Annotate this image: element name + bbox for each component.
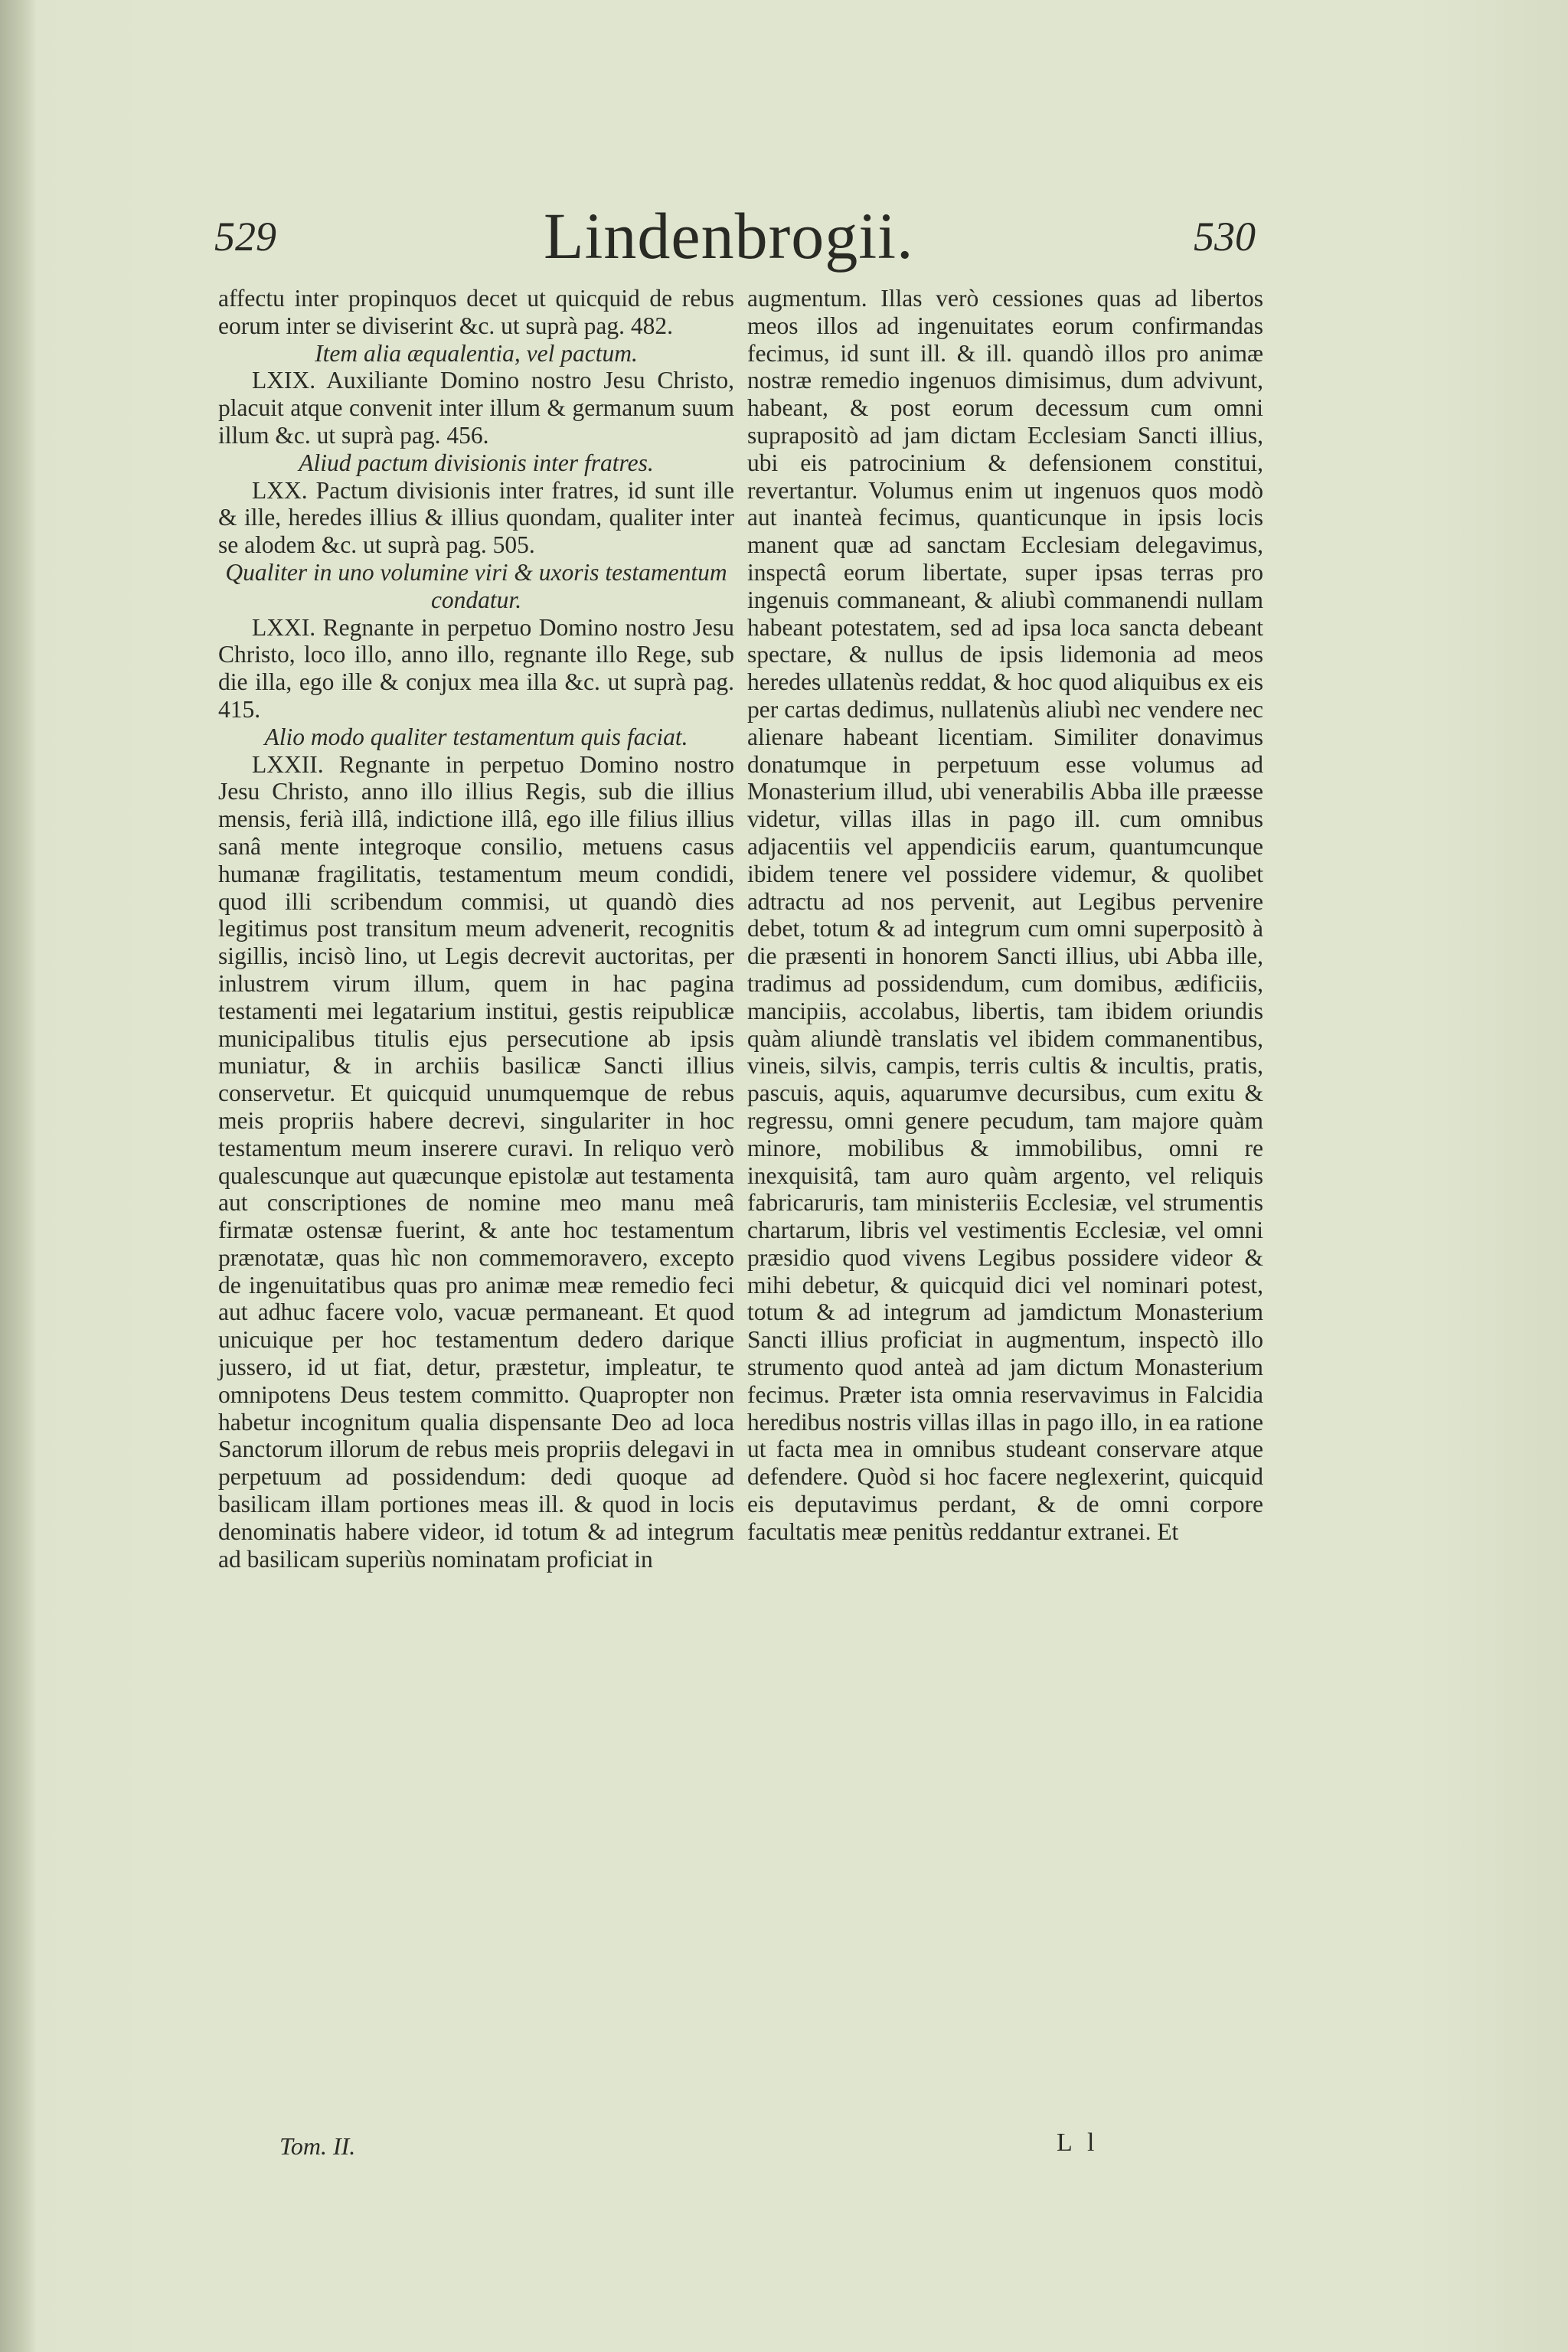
page-number-left: 529	[214, 214, 276, 260]
volume-mark: Tom. II.	[279, 2132, 356, 2160]
section-heading: Qualiter in uno volumine viri & uxoris testamentum condatur.	[225, 558, 727, 613]
page-number-right: 530	[1194, 214, 1256, 260]
formula-entry: LXXII. Regnante in perpetuo Domino nostro Jesu Christo, anno illo illius Regis, sub die illius mensis, ferià illâ, indictione illâ, ego ille filius illius sanâ mente integroque consilio, metuens casus humanæ fragilitatis, testamentum meum condidi, quod illi scribendum commisi, ut quandò dies legitimus post transitum meum advenerit, recognitis sigillis, incisò lino, ut Legis decrevit auctoritas, per inlustrem virum illum, quem in hac pagina testamenti mei legatarium institui, gestis reipublicæ municipalibus titulis ejus persecutione ab ipsis muniatur, & in archiis basilicæ Sancti illius conservetur. Et quicquid unumquemque de rebus meis propriis habere decrevi, singulariter in hoc testamentum meum inserere curavi. In reliquo verò qualescunque aut quæcunque epistolæ aut testamenta aut conscriptiones de nomine meo manu meâ firmatæ ostensæ fuerint, & ante hoc testamentum prænotatæ, quas hìc non commemoravero, excepto de ingenuitatibus quas pro animæ meæ remedio feci aut adhuc facere volo, vacuæ permaneant. Et quod unicuique per hoc testamentum dedero darique jussero, id ut fiat, detur, præstetur, impleatur, te omnipotens Deus testem committo. Quapropter non habetur incognitum qualia dispensante Deo ad loca Sanctorum illorum de rebus meis propriis delegavi in perpetuum ad possidendum: dedi quoque ad basilicam illam portiones meas ill. & quod in locis denominatis habere videor, id totum & ad integrum ad basilicam superiùs nominatam proficiat in	[218, 750, 734, 1573]
section-heading: Alio modo qualiter testamentum quis faciat.	[264, 723, 688, 750]
formula-entry: LXXI. Regnante in perpetuo Domino nostro Jesu Christo, loco illo, anno illo, regnante illo Rege, sub die illa, ego ille & conjux mea illa &c. ut suprà pag. 415.	[218, 613, 734, 723]
page-gutter	[0, 0, 37, 2352]
right-column	[747, 285, 1263, 1546]
formula-entry: LXX. Pactum divisionis inter fratres, id sunt ille & ille, heredes illius & illius quondam, qualiter inter se alodem &c. ut suprà pag. 505.	[218, 476, 734, 559]
paragraph: affectu inter propinquos decet ut quicquid de rebus eorum inter se diviserint &c. ut suprà pag. 482.	[218, 285, 734, 339]
section-heading: Item alia æqualentia, vel pactum.	[315, 339, 638, 367]
paragraph: augmentum. Illas verò cessiones quas ad libertos meos illos ad ingenuitates eorum confirmandas fecimus, id sunt ill. & ill. quandò illos pro animæ nostræ remedio ingenuos dimisimus, dum advivunt, habeant, & post eorum decessum cum omni suprapositò ad jam dictam Ecclesiam Sancti illius, ubi eis patrocinium & defensionem constitui, revertantur. Volumus enim ut ingenuos quos modò aut inanteà fecimus, quanticunque in ipsis locis manent quæ ad sanctam Ecclesiam delegavimus, inspectâ eorum libertate, super ipsas terras pro ingenuis commaneant, & aliubì commanendi nullam habeant potestatem, sed ad ipsa loca sancta debeant spectare, & nullus de ipsis lidemonia ad meos heredes ullatenùs reddat, & hoc quod aliquibus ex eis per cartas dedimus, nullatenùs aliubì nec vendere nec alienare habeant licentiam. Similiter donavimus donatumque in perpetuum esse volumus ad Monasterium illud, ubi venerabilis Abba ille præesse videtur, villas illas in pago ill. cum omnibus adjacentiis vel appendiciis earum, quantumcunque ibidem tenere vel possidere videmur, & quolibet adtractu ad nos pervenit, aut Legibus pervenire debet, totum & ad integrum cum omni superpositò à die præsenti in honorem Sancti illius, ubi Abba ille, tradimus ad possidendum, cum domibus, ædificiis, mancipiis, accolabus, libertis, tam ibidem oriundis quàm aliundè translatis vel ibidem commanentibus, vineis, silvis, campis, terris cultis & incultis, pratis, pascuis, aquis, aquarumve decursibus, cum exitu & regressu, omni genere pecudum, tam majore quàm minore, mobilibus & immobilibus, omni re inexquisitâ, tam auro quàm argento, vel reliquis fabricaruris, tam ministeriis Ecclesiæ, vel strumentis chartarum, libris vel vestimentis Ecclesiæ, vel omni præsidio quod vivens Legibus possidere videor & mihi debetur, & quicquid dici vel nominari potest, totum & ad integrum ad jamdictum Monasterium Sancti illius proficiat in augmentum, inspectò illo strumento quod anteà ad jam dictum Monasterium fecimus. Præter ista omnia reservavimus in Falcidia heredibus nostris villas illas in pago illo, in ea ratione ut facta mea in omnibus studeant conservare atque defendere. Quòd si hoc facere neglexerint, quicquid eis deputavimus perdant, & de omni corpore facultatis meæ penitùs reddantur extranei. Et	[747, 285, 1263, 1545]
left-column	[218, 285, 734, 1573]
signature-mark: L l	[1057, 2128, 1099, 2157]
section-heading: Aliud pactum divisionis inter fratres.	[299, 449, 654, 476]
running-header	[214, 198, 1256, 282]
running-title: Lindenbrogii.	[544, 199, 914, 273]
formula-entry: LXIX. Auxiliante Domino nostro Jesu Christo, placuit atque convenit inter illum & germanum suum illum &c. ut suprà pag. 456.	[218, 367, 734, 449]
